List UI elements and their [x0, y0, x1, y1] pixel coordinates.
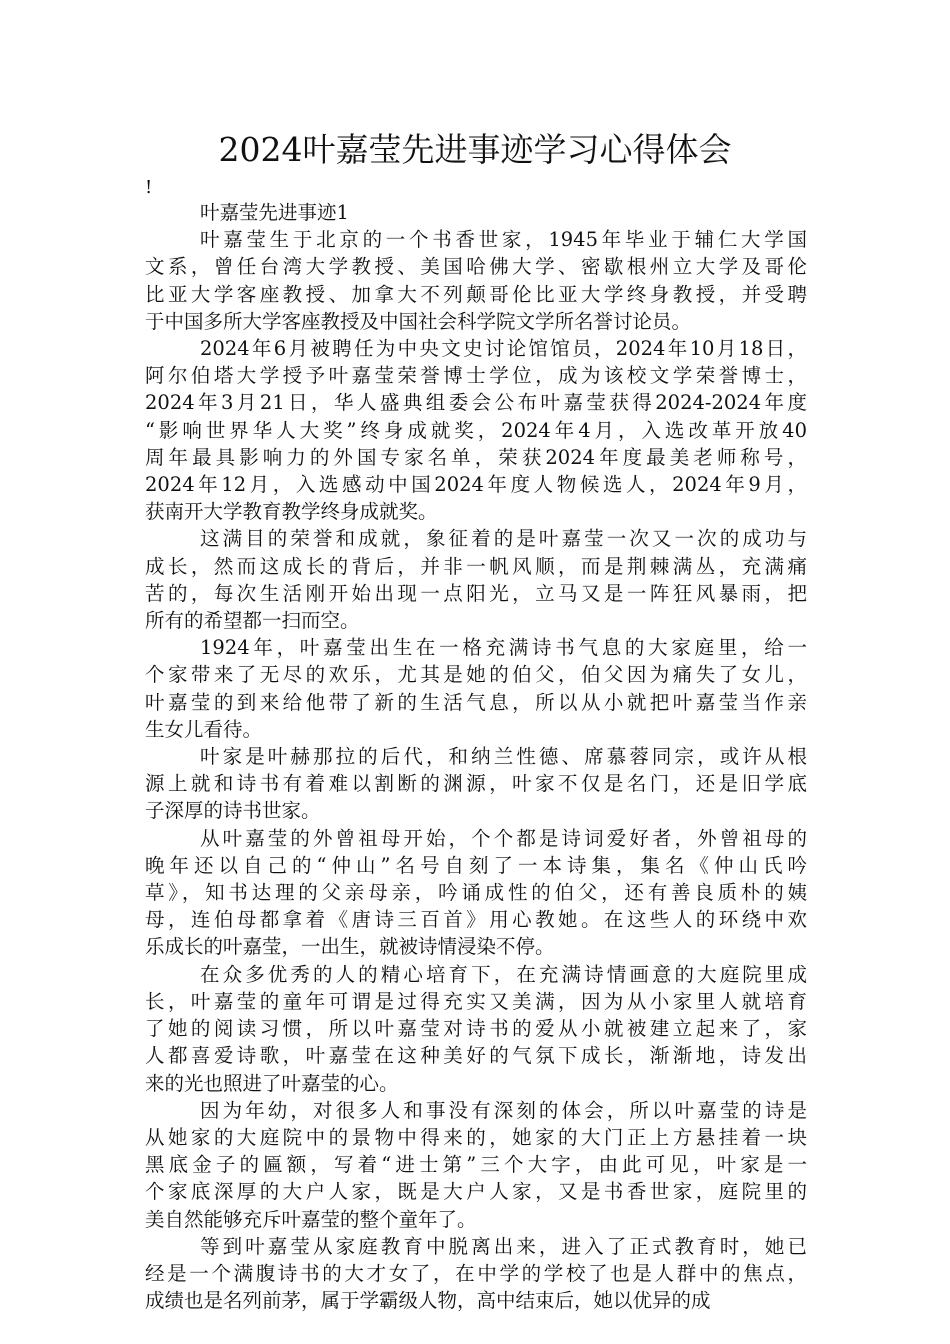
paragraph-line: 个家带来了无尽的欢乐，尤其是她的伯父，伯父因为痛失了女儿， — [145, 663, 807, 687]
paragraph-line: 周年最具影响力的外国专家名单，荣获2024年度最美老师称号， — [145, 445, 807, 469]
paragraph-line: 个家底深厚的大户人家，既是大户人家，又是书香世家，庭院里的 — [145, 1180, 807, 1204]
paragraph-line: 这满目的荣誉和成就，象征着的是叶嘉莹一次又一次的成功与 — [200, 527, 807, 551]
paragraph-line: 了她的阅读习惯，所以叶嘉莹对诗书的爱从小就被建立起来了，家 — [145, 1017, 807, 1041]
paragraph-line: “影响世界华人大奖”终身成就奖，2024年4月，入选改革开放40 — [145, 418, 807, 442]
paragraph — [145, 525, 807, 634]
paragraph-line: 苦的，每次生活刚开始出现一点阳光，立马又是一阵狂风暴雨，把 — [145, 581, 807, 605]
paragraph-line: 比亚大学客座教授、加拿大不列颠哥伦比亚大学终身教授，并受聘 — [145, 282, 807, 306]
paragraph-line: 草》，知书达理的父亲母亲，吟诵成性的伯父，还有善良质朴的姨 — [145, 881, 807, 905]
paragraph — [145, 743, 807, 825]
paragraph-line: 2024年12月，入选感动中国2024年度人物候选人，2024年9月， — [145, 473, 807, 497]
paragraph-line: 等到叶嘉莹从家庭教育中脱离出来，进入了正式教育时，她已 — [200, 1234, 807, 1258]
paragraph-line: 2024年3月21日，华人盛典组委会公布叶嘉莹获得2024-2024年度 — [145, 391, 807, 415]
paragraph-list — [145, 226, 807, 1314]
paragraph-line: 乐成长的叶嘉莹，一出生，就被诗情浸染不停。 — [145, 935, 555, 959]
paragraph-line: 所有的希望都一扫而空。 — [145, 609, 360, 633]
paragraph-line: 获南开大学教育教学终身成就奖。 — [145, 500, 438, 524]
document-body — [145, 199, 807, 1314]
paragraph-line: 美自然能够充斥叶嘉莹的整个童年了。 — [145, 1207, 477, 1231]
paragraph — [145, 634, 807, 743]
paragraph-line: 2024年6月被聘任为中央文史讨论馆馆员，2024年10月18日， — [200, 337, 807, 361]
paragraph-line: 于中国多所大学客座教授及中国社会科学院文学所名誉讨论员。 — [145, 309, 692, 333]
paragraph-line: 在众多优秀的人的精心培育下，在充满诗情画意的大庭院里成 — [200, 962, 807, 986]
paragraph — [145, 335, 807, 525]
paragraph — [145, 226, 807, 335]
stray-mark: ! — [145, 177, 153, 198]
paragraph-line: 源上就和诗书有着难以割断的渊源，叶家不仅是名门，还是旧学底 — [145, 772, 807, 796]
paragraph — [145, 1097, 807, 1233]
section-heading: 叶嘉莹先进事迹1 — [200, 201, 349, 224]
paragraph-line: 叶家是叶赫那拉的后代，和纳兰性德、席慕蓉同宗，或许从根 — [200, 745, 807, 769]
paragraph — [145, 961, 807, 1097]
paragraph-line: 母，连伯母都拿着《唐诗三百首》用心教她。在这些人的环绕中欢 — [145, 908, 807, 932]
paragraph-line: 成长，然而这成长的背后，并非一帆风顺，而是荆棘满丛，充满痛 — [145, 554, 807, 578]
paragraph — [145, 825, 807, 961]
paragraph-line: 1924年，叶嘉莹出生在一格充满诗书气息的大家庭里，给一 — [200, 636, 807, 660]
paragraph-line: 人都喜爱诗歌，叶嘉莹在这种美好的气氛下成长，渐渐地，诗发出 — [145, 1044, 807, 1068]
paragraph-line: 文系，曾任台湾大学教授、美国哈佛大学、密歇根州立大学及哥伦 — [145, 255, 807, 279]
paragraph-line: 来的光也照进了叶嘉莹的心。 — [145, 1071, 399, 1095]
paragraph-line: 从她家的大庭院中的景物中得来的，她家的大门正上方悬挂着一块 — [145, 1125, 807, 1149]
paragraph-line: 黑底金子的匾额，写着“进士第”三个大字，由此可见，叶家是一 — [145, 1153, 807, 1177]
paragraph-line: 成绩也是名列前茅，属于学霸级人物，高中结束后，她以优异的成 — [145, 1289, 711, 1313]
paragraph-line: 长，叶嘉莹的童年可谓是过得充实又美满，因为从小家里人就培育 — [145, 989, 807, 1013]
paragraph-line: 叶嘉莹生于北京的一个书香世家，1945年毕业于辅仁大学国 — [200, 228, 807, 252]
paragraph-line: 生女儿看待。 — [145, 717, 263, 741]
paragraph-line: 因为年幼，对很多人和事没有深刻的体会，所以叶嘉莹的诗是 — [200, 1098, 807, 1122]
paragraph — [145, 1233, 807, 1315]
paragraph-line: 经是一个满腹诗书的大才女了，在中学的学校了也是人群中的焦点， — [145, 1261, 807, 1285]
paragraph-line: 阿尔伯塔大学授予叶嘉莹荣誉博士学位，成为该校文学荣誉博士， — [145, 364, 807, 388]
paragraph-line: 从叶嘉莹的外曾祖母开始，个个都是诗词爱好者，外曾祖母的 — [200, 826, 807, 850]
paragraph-line: 晚年还以自己的“仲山”名号自刻了一本诗集，集名《仲山氏吟 — [145, 853, 807, 877]
paragraph-line: 叶嘉莹的到来给他带了新的生活气息，所以从小就把叶嘉莹当作亲 — [145, 690, 807, 714]
document-title: 2024叶嘉莹先进事迹学习心得体会 — [218, 130, 732, 169]
paragraph-line: 子深厚的诗书世家。 — [145, 799, 321, 823]
